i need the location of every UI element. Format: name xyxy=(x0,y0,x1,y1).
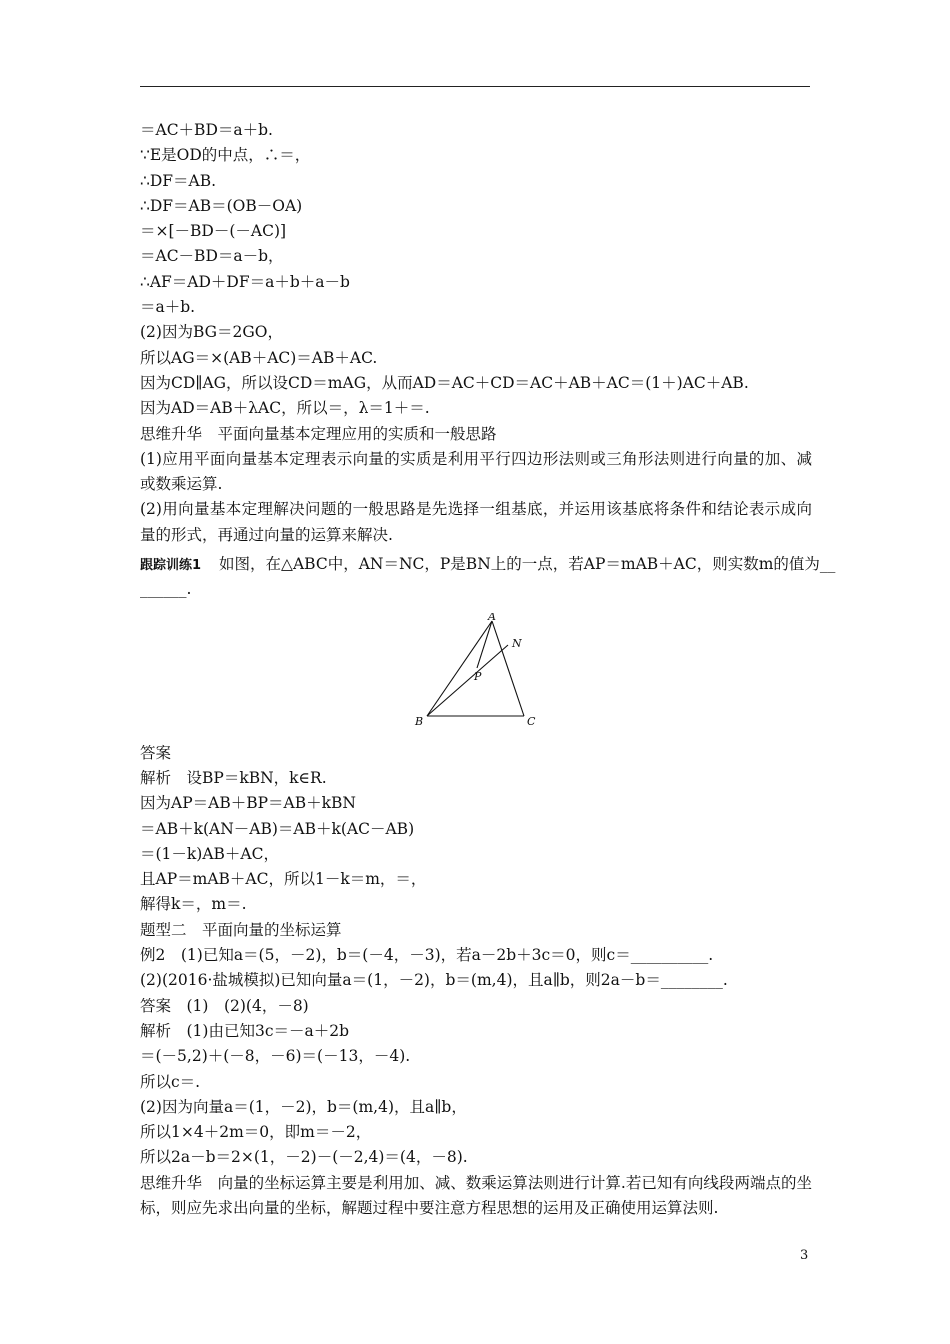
text-line: ＝(－5,2)＋(－8，－6)＝(－13，－4). xyxy=(140,1047,411,1066)
section-summary-heading: 思维升华 平面向量基本定理应用的实质和一般思路 xyxy=(140,424,497,443)
text-line: ＝AB＋k(AN－AB)＝AB＋k(AC－AB) xyxy=(140,819,415,838)
page-number: 3 xyxy=(800,1248,809,1263)
text-line: 所以AG＝×(AB＋AC)＝AB＋AC. xyxy=(140,348,378,367)
page-content xyxy=(140,118,836,1221)
text-line: (2)因为BG＝2GO， xyxy=(140,323,283,342)
triangle-diagram xyxy=(412,613,542,735)
edge-ab xyxy=(427,621,492,716)
text-line: 且AP＝mAB＋AC，所以1－k＝m，＝， xyxy=(140,870,427,889)
point-label-n: N xyxy=(512,636,522,650)
vertex-label-a: A xyxy=(488,612,496,623)
triangle-figure xyxy=(140,613,812,741)
point-label-p: P xyxy=(474,669,482,683)
text-line: 解析 设BP＝kBN，k∈R. xyxy=(140,768,327,787)
text-line: 所以1×4＋2m＝0，即m＝－2， xyxy=(140,1123,372,1142)
text-line: ＝AC＋BD＝a＋b. xyxy=(140,121,273,139)
text-line: 因为AD＝AB＋λAC，所以＝，λ＝1＋＝. xyxy=(140,399,430,418)
answer-label: 答案 xyxy=(140,743,172,762)
section-heading: 题型二 平面向量的坐标运算 xyxy=(140,920,342,939)
exercise-blank: ______. xyxy=(140,580,192,599)
solution-block-a xyxy=(140,118,812,447)
segment-bn xyxy=(427,645,508,716)
text-line: 因为AP＝AB＋BP＝AB＋kBN xyxy=(140,794,356,813)
summary-paragraph-2: (2)用向量基本定理解决问题的一般思路是先选择一组基底，并运用该基底将条件和结论表示成向量的形式，再通过向量的运算来解决. xyxy=(140,500,812,544)
text-line: ∵E是OD的中点，∴＝， xyxy=(140,146,311,165)
text-line: ∴DF＝AB. xyxy=(140,171,217,190)
vertex-label-b: B xyxy=(415,714,424,728)
text-line: ＝a＋b. xyxy=(140,298,196,317)
text-line: 所以c＝. xyxy=(140,1072,201,1091)
summary-paragraph-3: 思维升华 向量的坐标运算主要是利用加、减、数乘运算法则进行计算.若已知有向线段两端点的坐标，则应先求出向量的坐标，解题过程中要注意方程思想的运用及正确使用运算法则. xyxy=(140,1173,812,1217)
text-line: ＝×[－BD－(－AC)] xyxy=(140,222,287,241)
text-line: 所以2a－b＝2×(1，－2)－(－2,4)＝(4，－8). xyxy=(140,1148,468,1167)
example-line: (2)(2016·盐城模拟)已知向量a＝(1，－2)，b＝(m,4)，且a∥b，则2a－b＝________. xyxy=(140,971,728,990)
vertex-label-c: C xyxy=(527,714,536,728)
text-line: (2)因为向量a＝(1，－2)，b＝(m,4)，且a∥b， xyxy=(140,1097,467,1116)
example-line: 例2 (1)已知a＝(5，－2)，b＝(－4，－3)，若a－2b＋3c＝0，则c＝__________. xyxy=(140,946,714,965)
text-line: ∴DF＝AB＝(OB－OA) xyxy=(140,196,303,215)
answer-line: 答案 (1) (2)(4，－8) xyxy=(140,996,309,1015)
exercise-text: 如图，在△ABC中，AN＝NC，P是BN上的一点，若AP＝mAB＋AC，则实数m的值为__ xyxy=(219,555,836,574)
summary-paragraph-1: (1)应用平面向量基本定理表示向量的实质是利用平行四边形法则或三角形法则进行向量的加、减或数乘运算. xyxy=(140,449,812,494)
exercise-line xyxy=(140,552,836,577)
text-line: ∴AF＝AD＋DF＝a＋b＋a－b xyxy=(140,272,350,291)
solution-block-b xyxy=(140,741,812,1171)
text-line: ＝(1－k)AB＋AC， xyxy=(140,844,279,863)
text-line: ＝AC－BD＝a－b， xyxy=(140,247,284,266)
header-rule xyxy=(140,86,810,87)
text-line: 解析 (1)由已知3c＝－a＋2b xyxy=(140,1021,350,1040)
text-line: 解得k＝，m＝. xyxy=(140,895,247,914)
exercise-label: 跟踪训练1 xyxy=(140,558,202,574)
edge-ac xyxy=(492,621,524,716)
text-line: 因为CD∥AG，所以设CD＝mAG，从而AD＝AC＋CD＝AC＋AB＋AC＝(1＋)AC＋AB. xyxy=(140,373,749,392)
